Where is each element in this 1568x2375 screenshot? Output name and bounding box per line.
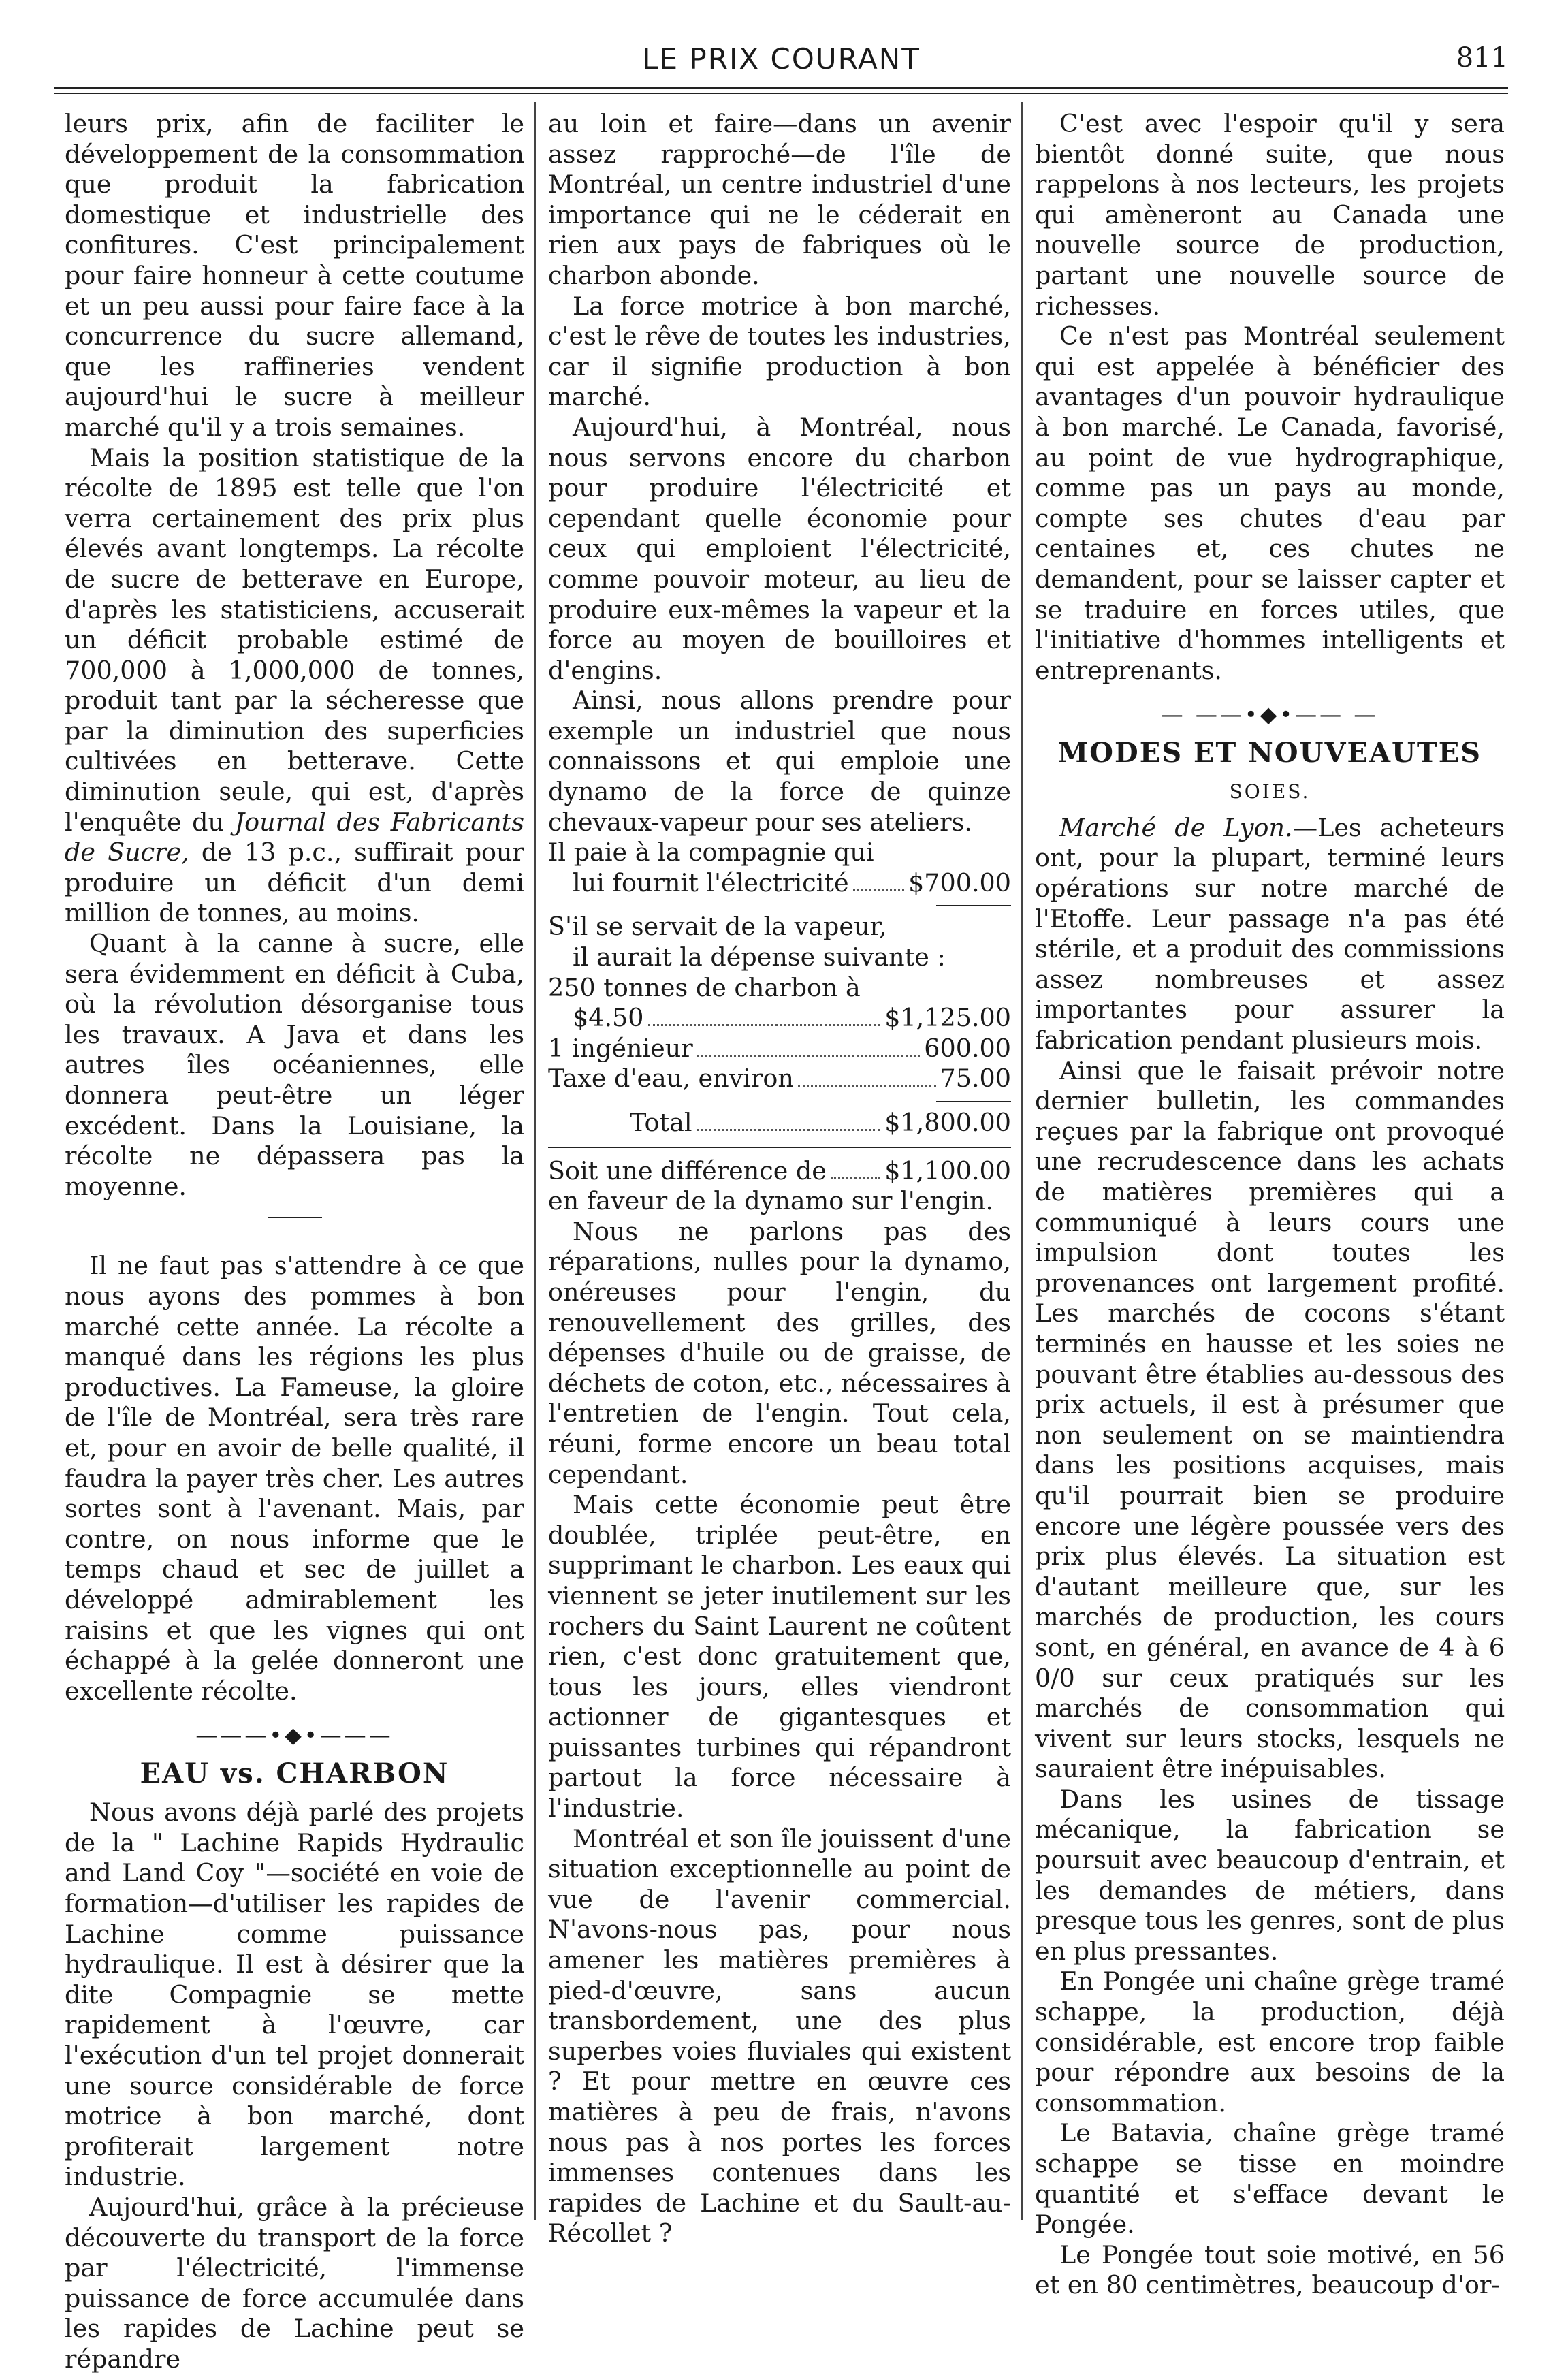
column-divider <box>1021 102 1023 2220</box>
article-heading: EAU vs. CHARBON <box>140 1757 449 1790</box>
paragraph-text: Mais la position statistique de la récolte de 1895 est telle que l'on verra certainement des prix plus élevés avant longtemps. La récolte de sucre de betterave en Europe, d'après les statisticiens, accuserait un déficit probable estimé de 700,000 à 1,000,000 de tonnes, produit tant par la sécheresse que par la diminution des superficies cultivées en betterave. Cette diminution seule, qui est, d'après l'enquête du <box>65 443 524 837</box>
journal-title: Journal des Fabricants de Sucre, <box>65 807 524 867</box>
ledger-amount: $700.00 <box>908 867 1011 897</box>
steam-line: S'il se servait de la vapeur, <box>548 912 887 942</box>
sum-rule <box>936 1101 1011 1102</box>
leader-dots <box>697 1054 921 1057</box>
header-rule-secondary <box>54 93 1508 94</box>
paragraph: Le Batavia, chaîne grège tramé schappe se tisse en moindre quantité et s'efface devant le Pongée. <box>1035 2118 1505 2239</box>
leader-dots <box>697 1128 881 1131</box>
paragraph-text: —Les acheteurs ont, pour la plupart, terminé leurs opérations sur notre marché de l'Etoffe. Leur passage n'a pas été stérile, et a produit des commissions assez nombreuses et assez importantes pour assurer la fabrication pendant plusieurs mois. <box>1035 812 1505 1055</box>
running-title: LE PRIX COURANT <box>642 42 921 76</box>
ledger-amount: $1,800.00 <box>884 1108 1011 1137</box>
leader-dots <box>853 889 905 891</box>
page-header <box>54 42 1508 83</box>
ledger-label: Total <box>630 1108 692 1137</box>
ledger-amount: $1,125.00 <box>884 1003 1011 1033</box>
ledger-row <box>548 1034 1011 1064</box>
ledger-label: Taxe d'eau, environ <box>548 1064 794 1094</box>
ledger-label: $4.50 <box>573 1003 644 1033</box>
ornament-divider: — ——•◆•—— — <box>1161 701 1379 728</box>
ledger-total-row <box>548 1108 1011 1138</box>
ledger-label: lui fournit l'électricité <box>573 867 849 897</box>
leader-dots <box>831 1177 880 1179</box>
ledger-amount: $1,100.00 <box>884 1155 1011 1185</box>
paragraph: C'est avec l'espoir qu'il y sera bientôt donné suite, que nous rappelons à nos lecteurs, les projets qui amèneront au Canada une nouvelle source de production, partant une nouvelle source de richesses. <box>1035 109 1505 321</box>
paragraph: Montréal et son île jouissent d'une situation exceptionnelle au point de vue de l'avenir commercial. N'avons-nous pas, pour nous amener les matières premières à pied-d'œuvre, sans aucun transbordement, une des plus superbes voies fluviales qui existent ? Et pour mettre en œuvre ces matières à peu de frais, n'avons nous pas à nos portes les forces immenses contenues dans les rapides de Lachine et du Sault-au-Récollet ? <box>548 1823 1011 2248</box>
ledger-label: Soit une différence de <box>548 1155 827 1185</box>
amount-rule <box>936 905 1011 906</box>
ledger-amount: 600.00 <box>924 1033 1011 1063</box>
header-rule <box>54 87 1508 89</box>
ledger-row <box>548 868 1011 899</box>
ornament-divider: ———•◆•——— <box>195 1722 394 1749</box>
paragraph-text: de 13 p.c., suffirait pour produire un déficit d'un demi million de tonnes, au moins. <box>65 838 524 928</box>
paragraph: Ce n'est pas Montréal seulement qui est appelée à bénéficier des avantages d'un pouvoir hydraulique à bon marché. Le Canada, favorisé, au point de vue hydrographique, comme pas un pays au monde, compte ses chutes d'eau par centaines et, ces chutes ne demandent, pour se laisser capter et se traduire en forces utiles, que l'initiative d'hommes intelligents et entreprenants. <box>1035 321 1505 685</box>
ledger-row <box>548 1156 1011 1187</box>
article-heading: MODES ET NOUVEAUTES <box>1057 737 1482 769</box>
coal-line: 250 tonnes de charbon à <box>548 972 861 1002</box>
paragraph: Aujourd'hui, à Montréal, nous nous servons encore du charbon pour produire l'électricité et cependant quelle économie pour ceux qui emploient l'électricité, comme pouvoir moteur, au lieu de produire eux-mêmes la vapeur et la force au moyen de bouilloires et d'engins. <box>548 412 1011 685</box>
paragraph <box>1035 813 1505 1056</box>
column-2 <box>548 109 1011 2249</box>
paragraph: Quant à la canne à sucre, elle sera évidemment en déficit à Cuba, où la révolution désorganise tous les travaux. A Java et dans les autres îles océaniennes, elle donnera peut-être un léger excédent. Dans la Louisiane, la récolte ne dépassera pas la moyenne. <box>65 929 524 1201</box>
paragraph: Aujourd'hui, grâce à la précieuse découverte du transport de la force par l'électricité, l'immense puissance de force accumulée dans les rapides de Lachine peut se répandre <box>65 2193 524 2374</box>
column-3 <box>1035 109 1505 2301</box>
paragraph: Nous ne parlons pas des réparations, nulles pour la dynamo, onéreuses pour l'engin, du renouvellement des grilles, des dépenses d'huile ou de graisse, de déchets de coton, etc., nécessaires à l'entretien de l'engin. Tout cela, réuni, forme encore un beau total cependant. <box>548 1216 1011 1489</box>
paragraph: Dans les usines de tissage mécanique, la fabrication se poursuit avec beaucoup d'entrain, et les demandes de métiers, dans presque tous les genres, sont de plus en plus pressantes. <box>1035 1784 1505 1966</box>
paragraph: Ainsi, nous allons prendre pour exemple un industriel que nous connaissons et qui emploie une dynamo de la force de quinze chevaux-vapeur pour ses ateliers. <box>548 686 1011 837</box>
difference-line: en faveur de la dynamo sur l'engin. <box>548 1186 994 1216</box>
paragraph: Ainsi que le faisait prévoir notre dernier bulletin, les commandes reçues par la fabrique ont provoqué une recrudescence dans les achats de matières premières qui a communiqué à leurs cours une impulsion dont toutes les provenances ont largement profité. Les marchés de cocons s'étant terminés en hausse et les soies ne pouvant être établies au-dessous des prix actuels, il est à présumer que non seulement on se maintiendra dans les positions acquises, mais qu'il pourrait bien se produire encore une légère poussée vers des prix plus élevés. La situation est d'autant meilleure que, sur les marchés de production, les cours sont, en général, en avance de 4 à 6 0/0 sur ceux pratiqués sur les marchés de consommation qui vivent sur leurs stocks, lesquels ne sauraient être inépuisables. <box>1035 1055 1505 1784</box>
paragraph: En Pongée uni chaîne grège tramé schappe, la production, déjà considérable, est encore trop faible pour répondre aux besoins de la consommation. <box>1035 1966 1505 2118</box>
column-divider <box>534 102 536 2220</box>
steam-line: il aurait la dépense suivante : <box>573 942 946 972</box>
paragraph: La force motrice à bon marché, c'est le rêve de toutes les industries, car il signifie production à bon marché. <box>548 291 1011 412</box>
ledger-row <box>548 1064 1011 1094</box>
market-lead: Marché de Lyon. <box>1059 812 1293 842</box>
ledger-label: 1 ingénieur <box>548 1033 693 1063</box>
paragraph: au loin et faire—dans un avenir assez rapproché—de l'île de Montréal, un centre industriel d'une importance qui ne le céderait en rien aux pays de fabriques où le charbon abonde. <box>548 109 1011 290</box>
ledger-row <box>548 1003 1011 1034</box>
section-subheading: SOIES. <box>1229 780 1311 803</box>
column-1 <box>65 109 524 2375</box>
paragraph: Nous avons déjà parlé des projets de la " Lachine Rapids Hydraulic and Land Coy "—société en voie de formation—d'utiliser les rapides de Lachine comme puissance hydraulique. Il est à désirer que la dite Compagnie se mette rapidement à l'œuvre, car l'exécution d'un tel projet donnerait une source considérable de force motrice à bon marché, dont profiterait largement notre industrie. <box>65 1798 524 2192</box>
paragraph: Mais cette économie peut être doublée, triplée peut-être, en supprimant le charbon. Les eaux qui viennent se jeter inutilement sur les rochers du Saint Laurent ne coûtent rien, c'est donc gratuitement que, tous les jours, elles viendront actionner de gigantesques et puissantes turbines qui répandront partout la force nécessaire à l'industrie. <box>548 1490 1011 1823</box>
leader-dots <box>648 1023 881 1026</box>
section-divider <box>268 1217 322 1218</box>
paragraph: Il ne faut pas s'attendre à ce que nous ayons des pommes à bon marché cette année. La récolte a manqué dans les régions les plus productives. La Fameuse, la gloire de l'île de Montréal, sera très rare et, pour en avoir de belle qualité, il faudra la payer très cher. Les autres sortes sont à l'avenant. Mais, par contre, on nous informe que le temps chaud et sec de juillet a développé admirablement les raisins et que les vignes qui ont échappé à la gelée donneront une excellente récolte. <box>65 1251 524 1706</box>
paragraph: Le Pongée tout soie motivé, en 56 et en 80 centimètres, beaucoup d'or- <box>1035 2239 1505 2300</box>
total-rule <box>548 1147 1011 1148</box>
page-number: 811 <box>1456 42 1508 74</box>
paragraph <box>65 443 524 929</box>
leader-dots <box>798 1084 936 1087</box>
paragraph: leurs prix, afin de faciliter le développement de la consommation que produit la fabrication domestique et industrielle des confitures. C'est principalement pour faire honneur à cette coutume et un peu aussi pour faire face à la concurrence du sucre allemand, que les raffineries vendent aujourd'hui le sucre à meilleur marché qu'il y a trois semaines. <box>65 109 524 442</box>
payment-line: Il paie à la compagnie qui <box>548 838 874 867</box>
ledger-amount: 75.00 <box>940 1064 1011 1094</box>
